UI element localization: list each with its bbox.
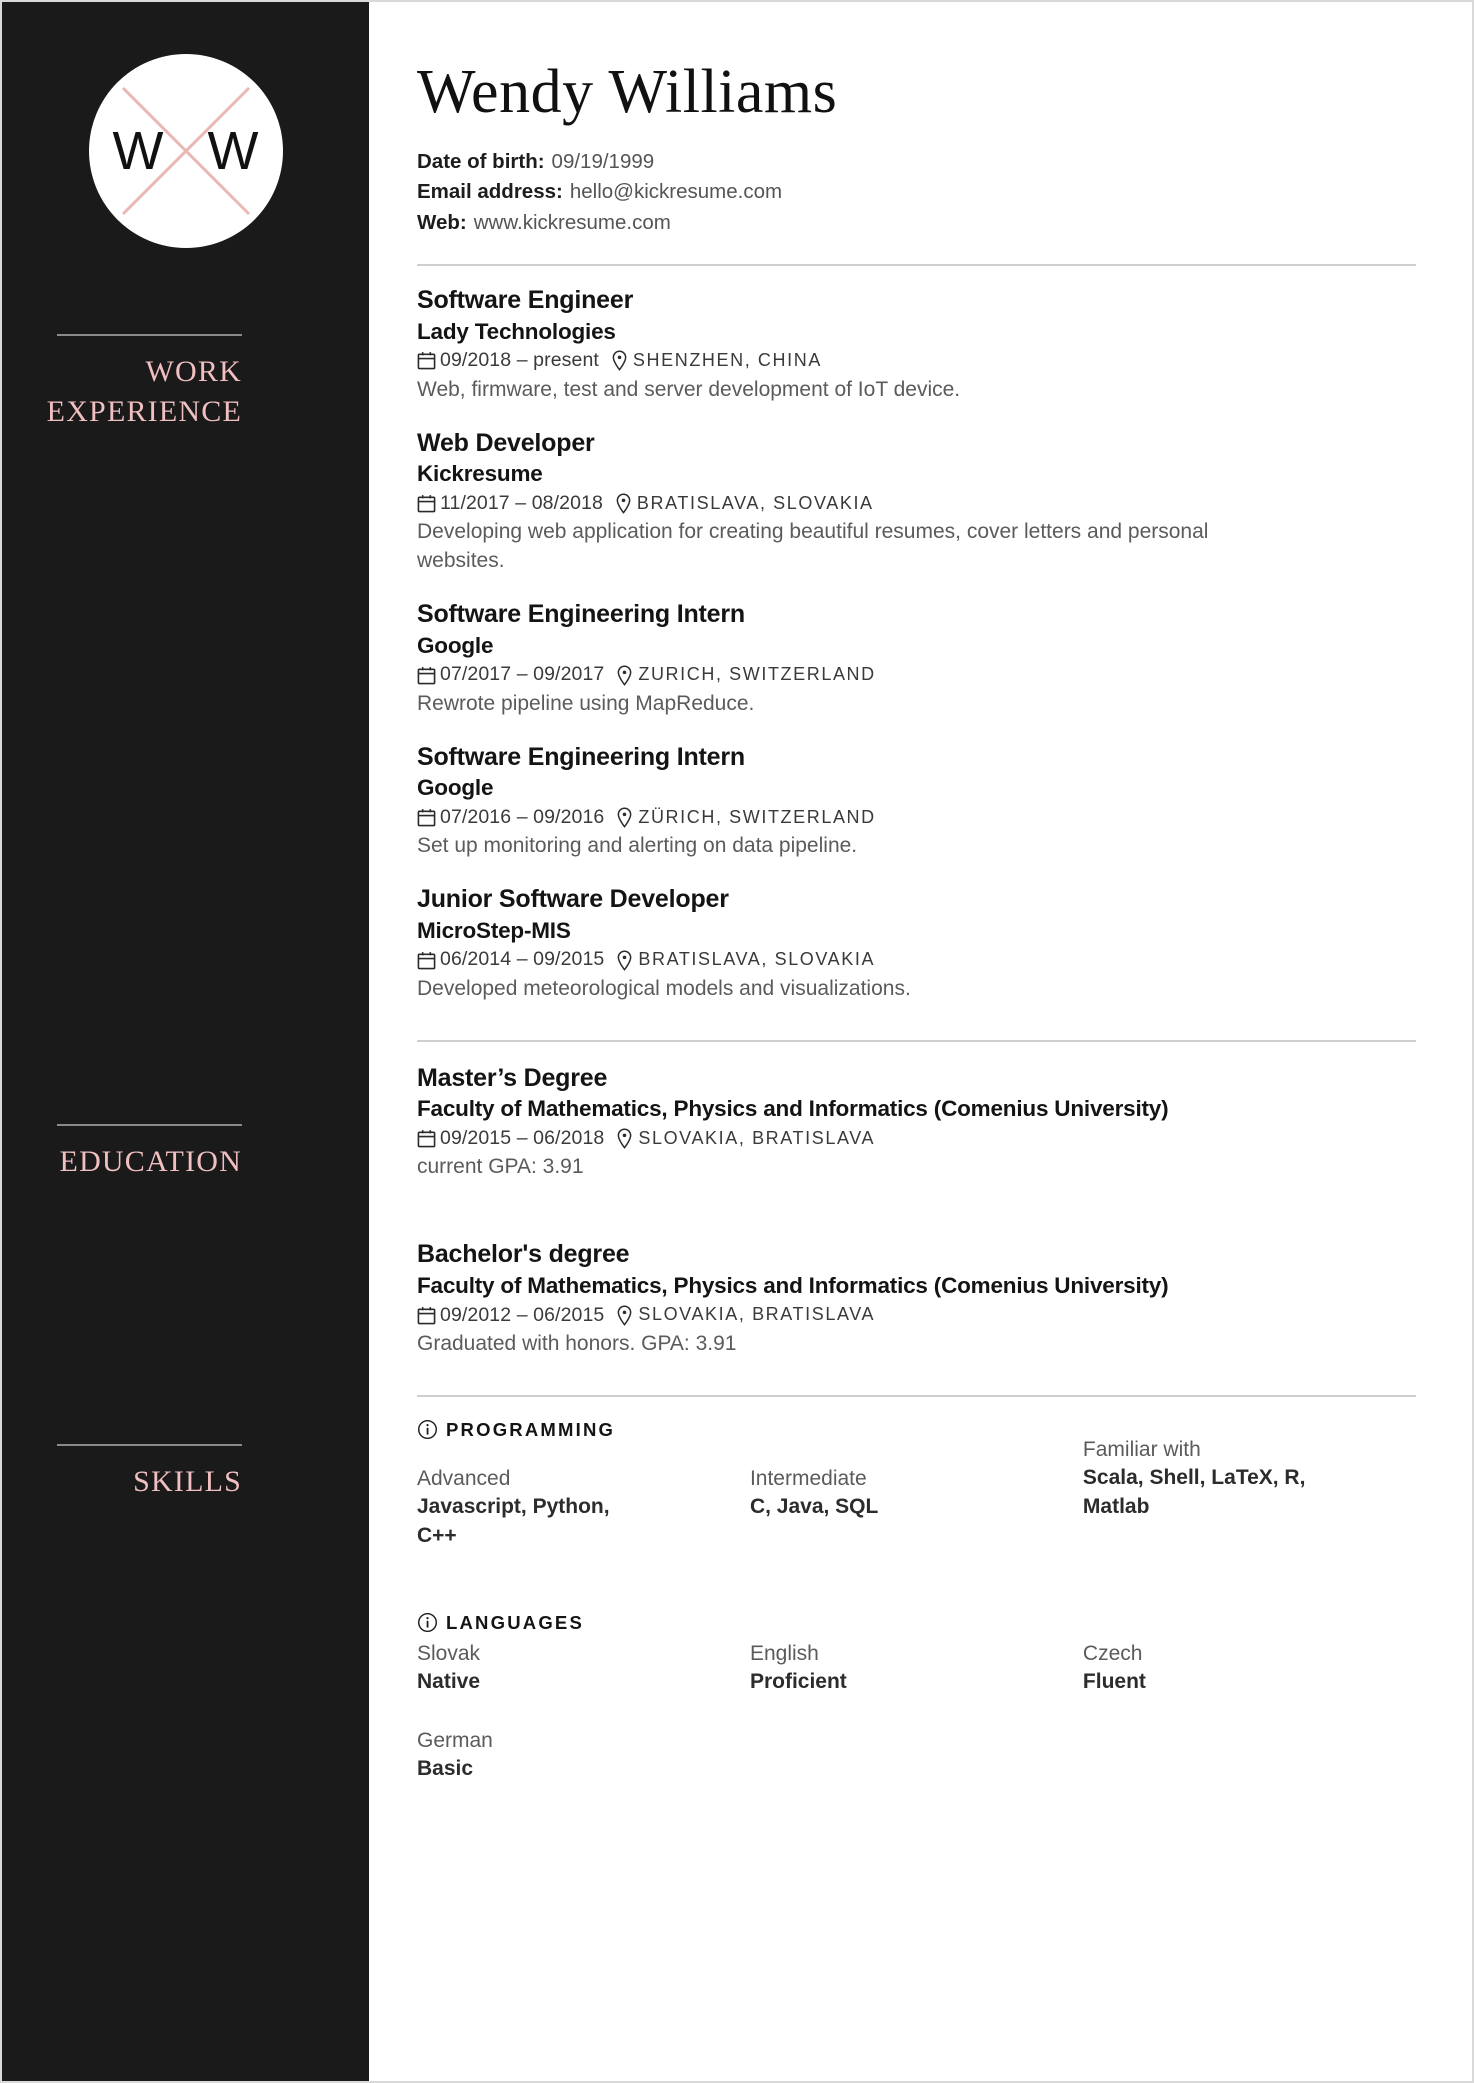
entry-description: Developed meteorological models and visualizations.: [417, 976, 911, 1000]
skills-programming-group: [417, 1419, 1416, 1550]
entry-organization: Google: [417, 632, 494, 658]
contact-row: [417, 177, 1416, 207]
work-entry: [417, 741, 1416, 862]
entry-organization: Lady Technologies: [417, 318, 616, 344]
location-pin-icon: [616, 807, 633, 828]
entry-meta: [417, 349, 1416, 372]
language-name: English: [749, 1641, 819, 1665]
sidebar: [2, 2, 369, 2081]
sidebar-section-education: [2, 1124, 369, 1182]
language-item: [417, 1727, 750, 1784]
contact-row: [417, 208, 1416, 238]
main-content: [369, 2, 1472, 2081]
skills-section: [417, 1419, 1416, 1783]
entry-date: 06/2014 – 09/2015: [440, 948, 605, 971]
entry-location: SHENZHEN, CHINA: [632, 350, 822, 371]
location-pin-icon: [615, 493, 632, 514]
language-name: German: [417, 1728, 493, 1752]
skill-column: [1083, 1436, 1416, 1521]
skill-column: [417, 1465, 750, 1550]
entry-date: 11/2017 – 08/2018: [440, 491, 603, 514]
language-level: Basic: [417, 1756, 474, 1780]
sidebar-label-line1: WORK: [145, 355, 242, 388]
language-level: Fluent: [1082, 1670, 1146, 1694]
location-pin-icon: [616, 1305, 633, 1326]
entry-organization: MicroStep-MIS: [417, 917, 571, 943]
contact-key: Date of birth:: [417, 150, 545, 174]
logo-letter-right: W: [207, 121, 259, 181]
entry-meta: [417, 1304, 1416, 1327]
entry-date: 07/2017 – 09/2017: [440, 663, 605, 686]
entry-location: SLOVAKIA, BRATISLAVA: [638, 1304, 876, 1325]
language-item: [1083, 1640, 1416, 1697]
contact-row: [417, 147, 1416, 177]
entry-organization: Faculty of Mathematics, Physics and Informatics (Comenius University): [417, 1096, 1169, 1122]
entry-meta: [417, 663, 1416, 686]
sidebar-divider: [57, 334, 242, 336]
skills-heading-label: PROGRAMMING: [446, 1418, 616, 1440]
skills-languages-heading: [417, 1612, 1416, 1634]
entry-description: Set up monitoring and alerting on data pipeline.: [417, 834, 858, 858]
entry-date: 09/2018 – present: [440, 349, 599, 372]
section-divider: [417, 1395, 1416, 1397]
spacer: [417, 1204, 1416, 1238]
entry-location: BRATISLAVA, SLOVAKIA: [638, 949, 876, 970]
sidebar-label-education: EDUCATION: [59, 1145, 242, 1178]
entry-location: ZURICH, SWITZERLAND: [638, 664, 876, 685]
sidebar-label-work-experience: [2, 352, 242, 431]
work-experience-section: [417, 284, 1416, 1004]
entry-organization: Faculty of Mathematics, Physics and Informatics (Comenius University): [417, 1272, 1169, 1298]
contact-key: Email address:: [417, 180, 563, 204]
languages-row: [417, 1727, 1416, 1784]
location-pin-icon: [616, 665, 633, 686]
skill-items: Javascript, Python, C++: [417, 1495, 610, 1547]
skill-level: Familiar with: [1082, 1437, 1201, 1461]
location-pin-icon: [616, 950, 633, 971]
language-name: Slovak: [417, 1641, 481, 1665]
calendar-icon: [417, 666, 436, 685]
entry-meta: [417, 948, 1416, 971]
language-level: Proficient: [749, 1670, 847, 1694]
sidebar-divider: [57, 1124, 242, 1126]
entry-location: BRATISLAVA, SLOVAKIA: [636, 492, 874, 513]
entry-title: Junior Software Developer: [417, 885, 729, 914]
logo-letter-left: W: [112, 121, 164, 181]
languages-row: [417, 1640, 1416, 1697]
language-item: [417, 1640, 750, 1697]
location-pin-icon: [616, 1128, 633, 1149]
entry-title: Software Engineer: [417, 286, 634, 315]
info-icon: [417, 1419, 438, 1440]
entry-meta: [417, 1127, 1416, 1150]
sidebar-section-skills: [2, 1444, 369, 1502]
calendar-icon: [417, 1306, 436, 1325]
entry-description: Web, firmware, test and server development of IoT device.: [417, 377, 961, 401]
language-item-empty: [750, 1727, 1083, 1784]
sidebar-section-work-experience: [2, 334, 369, 431]
entry-meta: [417, 806, 1416, 829]
monogram-logo: [89, 54, 283, 248]
skills-heading-label: LANGUAGES: [446, 1611, 584, 1633]
work-entry: [417, 598, 1416, 719]
info-icon: [417, 1612, 438, 1633]
skill-level: Intermediate: [749, 1466, 867, 1490]
skill-items: C, Java, SQL: [749, 1495, 879, 1519]
education-entry: [417, 1062, 1416, 1183]
entry-organization: Google: [417, 775, 494, 801]
entry-title: Bachelor's degree: [417, 1240, 630, 1269]
entry-date: 09/2012 – 06/2015: [440, 1303, 605, 1326]
entry-description: Developing web application for creating beautiful resumes, cover letters and personal websites.: [417, 520, 1209, 573]
sidebar-label-skills: SKILLS: [133, 1465, 242, 1498]
language-item-empty: [1083, 1727, 1416, 1784]
education-section: [417, 1062, 1416, 1359]
entry-title: Web Developer: [417, 428, 595, 457]
entry-title: Software Engineering Intern: [417, 742, 745, 771]
entry-description: current GPA: 3.91: [417, 1155, 584, 1179]
entry-date: 09/2015 – 06/2018: [440, 1126, 605, 1149]
work-entry: [417, 883, 1416, 1004]
work-entry: [417, 284, 1416, 405]
skill-items: Scala, Shell, LaTeX, R, Matlab: [1082, 1466, 1306, 1518]
skill-level: Advanced: [417, 1466, 511, 1490]
calendar-icon: [417, 494, 436, 513]
logo-letters: [89, 121, 283, 181]
entry-organization: Kickresume: [417, 461, 543, 487]
contact-value[interactable]: www.kickresume.com: [473, 210, 671, 234]
sidebar-label-line2: EXPERIENCE: [46, 394, 242, 428]
entry-meta: [417, 492, 1416, 515]
calendar-icon: [417, 951, 436, 970]
section-divider: [417, 1040, 1416, 1042]
logo-wrap: [2, 54, 369, 248]
language-item: [750, 1640, 1083, 1697]
skill-column: [750, 1465, 1083, 1550]
work-entry: [417, 427, 1416, 577]
skills-languages-group: [417, 1612, 1416, 1783]
entry-title: Software Engineering Intern: [417, 600, 745, 629]
calendar-icon: [417, 808, 436, 827]
contact-key: Web:: [417, 210, 467, 234]
language-level: Native: [417, 1670, 481, 1694]
calendar-icon: [417, 1129, 436, 1148]
section-divider: [417, 264, 1416, 266]
entry-date: 07/2016 – 09/2016: [440, 805, 605, 828]
education-entry: [417, 1238, 1416, 1359]
entry-description: Rewrote pipeline using MapReduce.: [417, 691, 755, 715]
skills-columns: [417, 1437, 1416, 1550]
contact-value[interactable]: hello@kickresume.com: [569, 180, 783, 204]
entry-location: ZÜRICH, SWITZERLAND: [638, 806, 876, 827]
page-title: Wendy Williams: [417, 58, 838, 126]
calendar-icon: [417, 351, 436, 370]
entry-location: SLOVAKIA, BRATISLAVA: [638, 1127, 876, 1148]
sidebar-divider: [57, 1444, 242, 1446]
contact-block: [417, 147, 1416, 238]
location-pin-icon: [611, 350, 628, 371]
language-name: Czech: [1082, 1641, 1143, 1665]
entry-description: Graduated with honors. GPA: 3.91: [417, 1331, 737, 1355]
entry-title: Master’s Degree: [417, 1063, 608, 1092]
contact-value: 09/19/1999: [551, 150, 655, 174]
